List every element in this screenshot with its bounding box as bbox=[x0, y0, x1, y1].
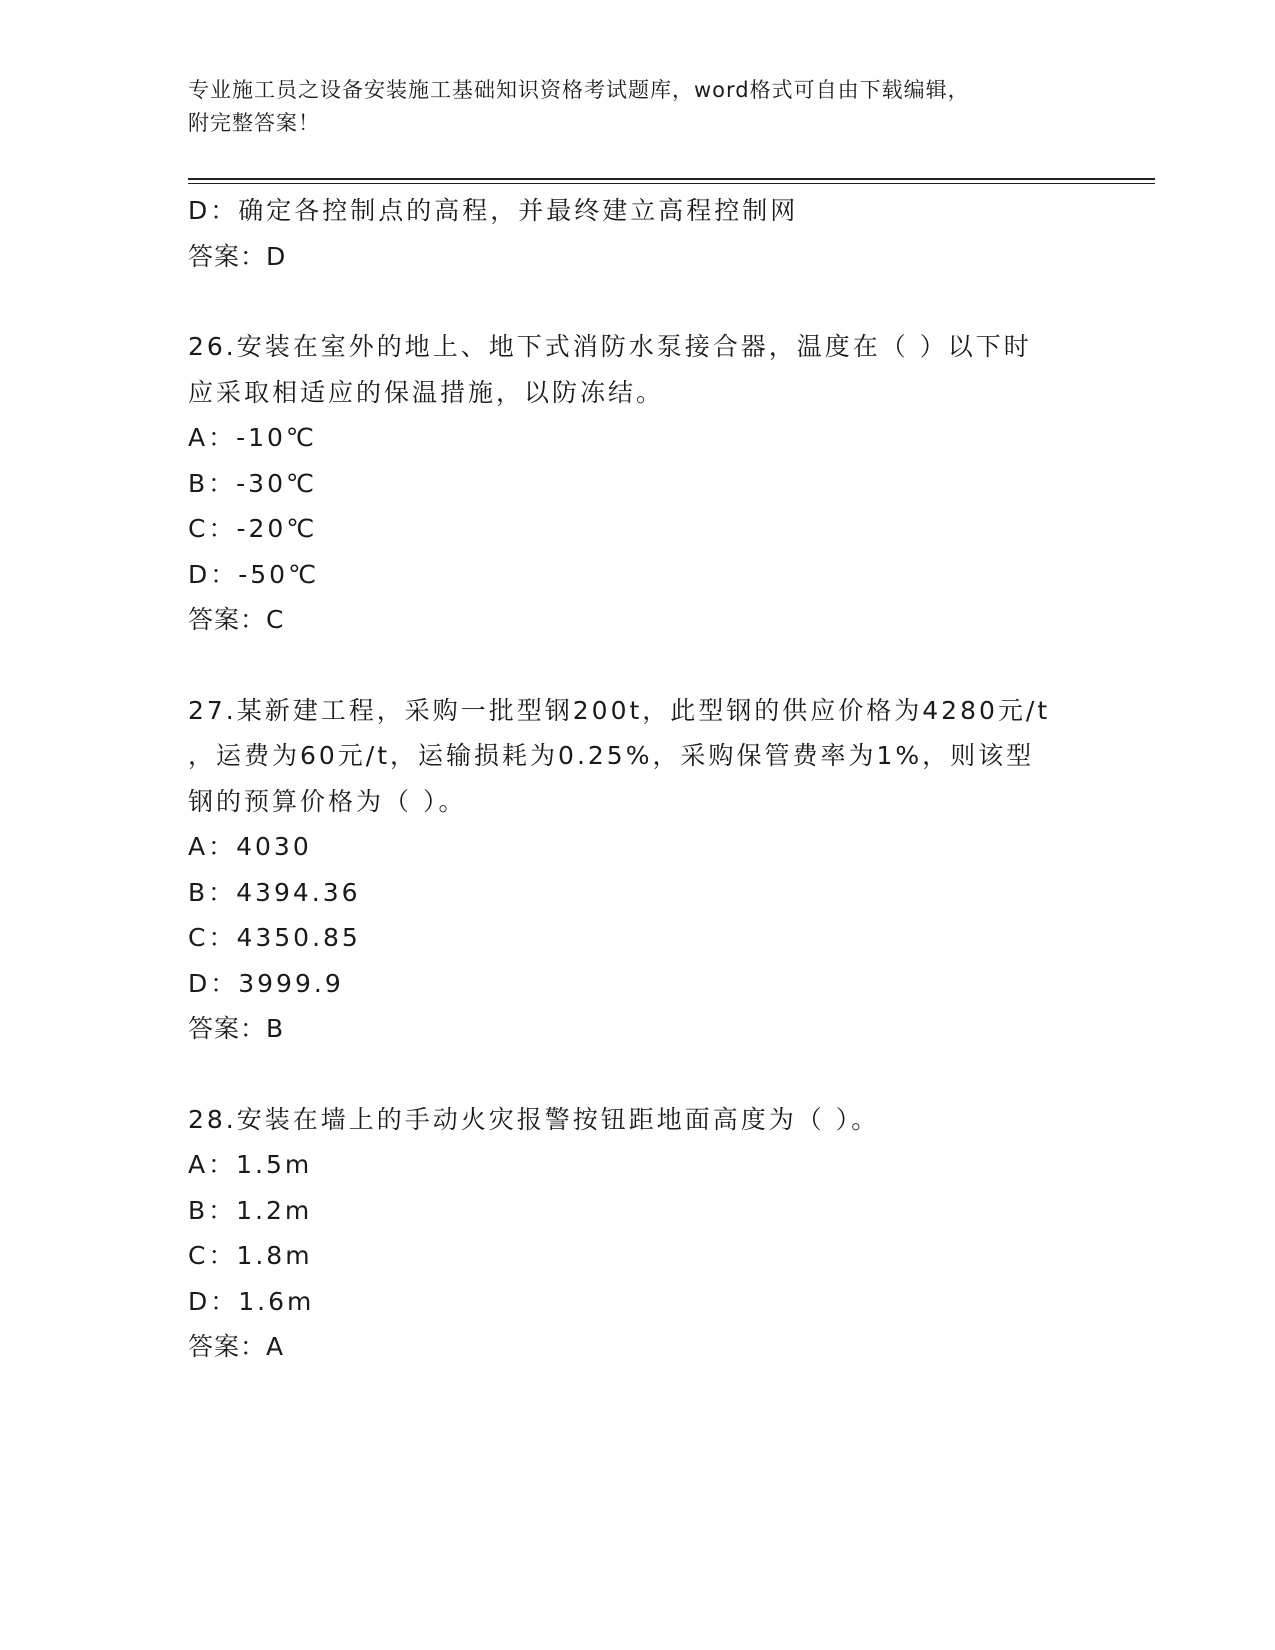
option-a: A：4030 bbox=[188, 832, 312, 861]
question-stem-line: 27.某新建工程，采购一批型钢200t，此型钢的供应价格为4280元/t bbox=[188, 695, 1051, 725]
option-a: A：1.5m bbox=[188, 1150, 313, 1179]
option-c: C：-20℃ bbox=[188, 514, 318, 543]
question-content bbox=[188, 188, 1088, 1370]
option-a: A：-10℃ bbox=[188, 423, 318, 452]
page-header bbox=[188, 74, 1068, 140]
question-stem-line: 26.安装在室外的地上、地下式消防水泵接合器，温度在（ ）以下时 bbox=[188, 332, 1032, 361]
option-d: D：1.6m bbox=[188, 1286, 315, 1316]
option-d: D：3999.9 bbox=[188, 968, 344, 998]
question-26 bbox=[188, 324, 1088, 643]
question-stem-line: ，运费为60元/t，运输损耗为0.25%，采购保管费率为1%，则该型 bbox=[188, 741, 1035, 770]
header-line-1: 专业施工员之设备安装施工基础知识资格考试题库，word格式可自由下载编辑， bbox=[188, 78, 970, 102]
answer: 答案：C bbox=[188, 605, 285, 634]
option-c: C：1.8m bbox=[188, 1241, 313, 1270]
header-divider-thin bbox=[188, 183, 1155, 184]
answer: 答案：B bbox=[188, 1014, 285, 1043]
continued-option-d: D：确定各控制点的高程，并最终建立高程控制网 bbox=[188, 196, 799, 225]
header-line-2: 附完整答案！ bbox=[188, 111, 320, 135]
option-b: B：1.2m bbox=[188, 1195, 313, 1225]
header-divider-thick bbox=[188, 178, 1155, 180]
question-28 bbox=[188, 1097, 1088, 1370]
answer: 答案：A bbox=[188, 1332, 285, 1361]
option-c: C：4350.85 bbox=[188, 923, 361, 952]
question-27 bbox=[188, 688, 1088, 1052]
spacer bbox=[188, 279, 1088, 324]
option-b: B：4394.36 bbox=[188, 877, 361, 907]
spacer bbox=[188, 643, 1088, 688]
continued-answer: 答案：D bbox=[188, 241, 287, 271]
question-stem-line: 钢的预算价格为（ ）。 bbox=[188, 786, 467, 816]
question-stem-line: 应采取相适应的保温措施，以防冻结。 bbox=[188, 377, 665, 407]
option-b: B：-30℃ bbox=[188, 468, 318, 498]
option-d: D：-50℃ bbox=[188, 559, 320, 589]
spacer bbox=[188, 1052, 1088, 1097]
question-stem-line: 28.安装在墙上的手动火灾报警按钮距地面高度为（ ）。 bbox=[188, 1104, 880, 1134]
